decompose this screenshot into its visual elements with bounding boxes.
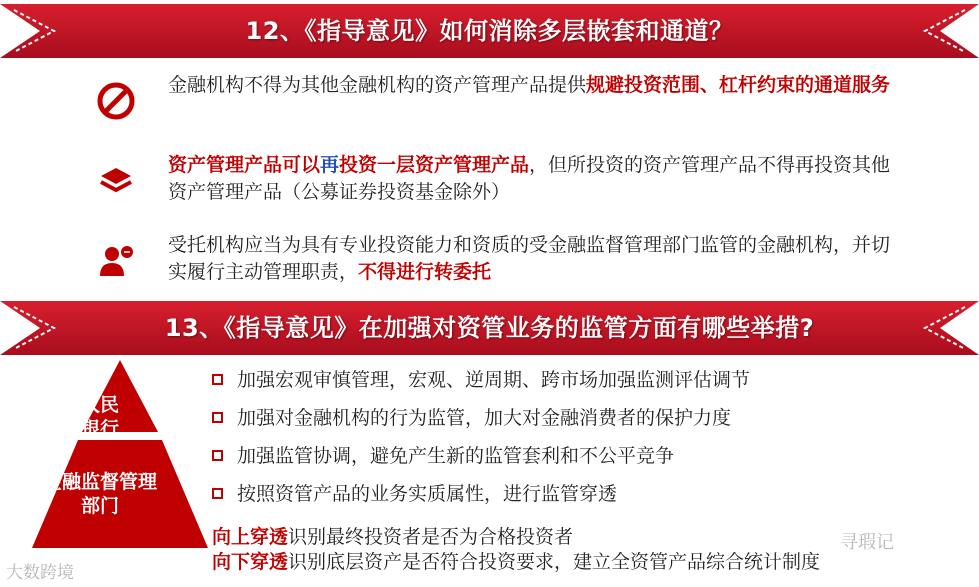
section-title: 12、《指导意见》如何消除多层嵌套和通道？ (245, 17, 734, 45)
item-text-highlight: 不得进行转委托 (358, 261, 492, 283)
measure-text: 加强监管协调，避免产生新的监管套利和不公平竞争 (237, 445, 675, 467)
checkbox-bullet-icon (212, 412, 223, 423)
item-text-highlight: 资产管理产品可以 (168, 154, 321, 176)
measure-item (212, 443, 674, 469)
prohibited-icon (95, 80, 137, 122)
penetrate-up-text: 识别最终投资者是否为合格投资者 (288, 526, 574, 548)
pyramid-bottom-label: 金融监督管理部门 (42, 471, 157, 517)
list-item (0, 232, 979, 292)
watermark-right: 寻瑕记 (840, 532, 894, 553)
penetrate-down-text: 识别底层资产是否符合投资要求，建立全资管产品综合统计制度 (288, 551, 821, 573)
measure-item (212, 367, 750, 393)
penetrate-down-line (212, 550, 820, 574)
item-text (168, 232, 898, 286)
checkbox-bullet-icon (212, 450, 223, 461)
regulator-pyramid (30, 360, 210, 550)
item-text-plain: 受托机构应当为具有专业投资能力和资质的受金融监督管理部门监管的金融机构，并切实履行主动管理职责， (168, 234, 891, 283)
item-text (168, 152, 898, 206)
measure-item (212, 481, 617, 507)
pyramid-top-label: 人民银行 (80, 394, 119, 440)
item-text-highlight: 规避投资范围、杠杆约束的通道服务 (586, 74, 891, 96)
layers-icon (95, 160, 137, 202)
section-banner-13 (0, 301, 979, 355)
list-item (0, 72, 979, 132)
checkbox-bullet-icon (212, 374, 223, 385)
list-item (0, 152, 979, 212)
item-text-highlight-blue: 再 (320, 154, 340, 176)
penetrate-up-line (212, 525, 573, 549)
measure-text: 加强宏观审慎管理，宏观、逆周期、跨市场加强监测评估调节 (237, 369, 751, 391)
measure-item (212, 405, 731, 431)
section-banner-12 (0, 4, 979, 58)
item-text-highlight: 投资一层资产管理产品 (339, 154, 530, 176)
checkbox-bullet-icon (212, 488, 223, 499)
item-text-plain: 金融机构不得为其他金融机构的资产管理产品提供 (168, 74, 587, 96)
measure-text: 按照资管产品的业务实质属性，进行监管穿透 (237, 483, 618, 505)
item-text (168, 72, 898, 99)
penetrate-down-label: 向下穿透 (212, 551, 289, 573)
watermark-left: 大数跨境 (6, 563, 74, 583)
penetrate-up-label: 向上穿透 (212, 526, 289, 548)
manager-icon (95, 240, 137, 282)
measure-text: 加强对金融机构的行为监管，加大对金融消费者的保护力度 (237, 407, 732, 429)
section-title: 13、《指导意见》在加强对资管业务的监管方面有哪些举措? (164, 314, 815, 342)
item-text-plain: ，但所投资的资产管理产品不得再投资其他资产管理产品（公募证券投资基金除外） (168, 154, 891, 203)
